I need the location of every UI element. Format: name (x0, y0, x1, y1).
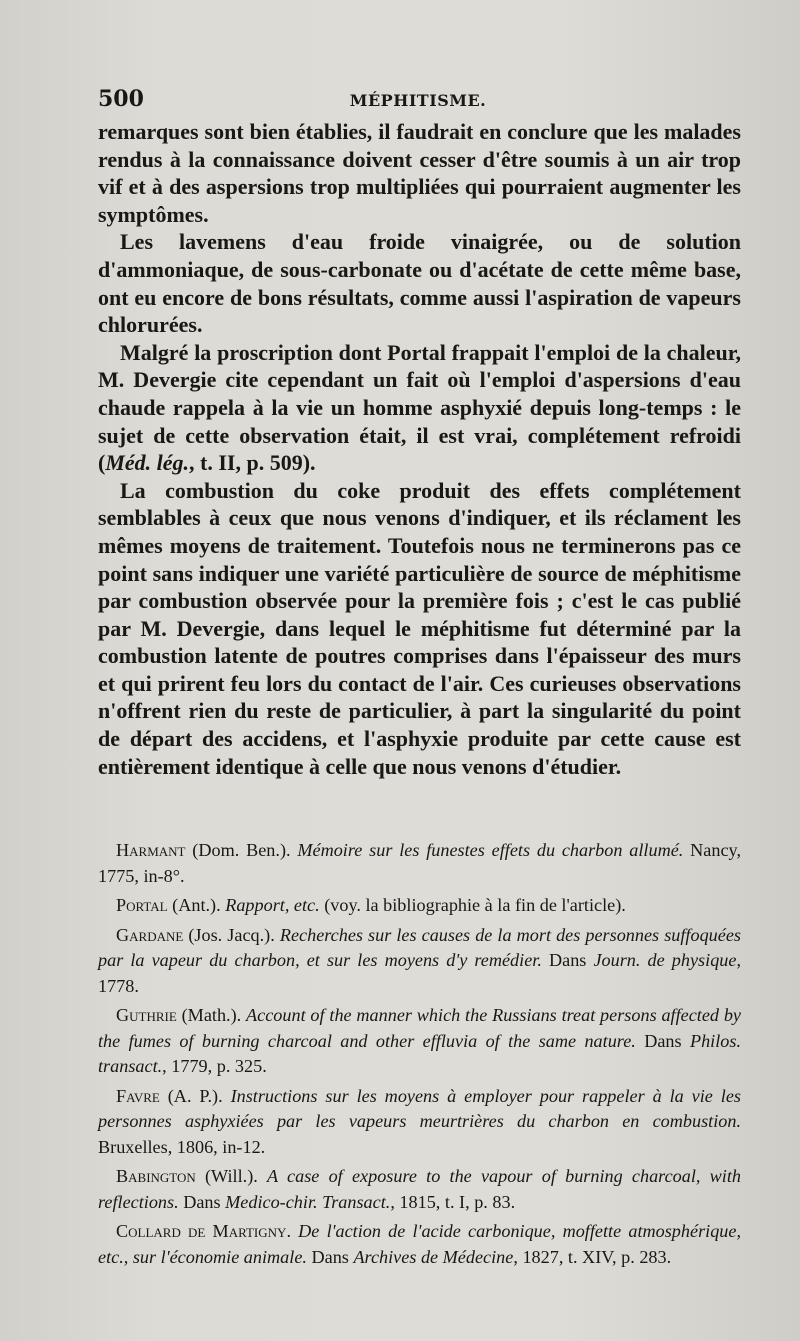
bib-author: Harmant (116, 840, 186, 860)
bib-author-info: (Will.). (195, 1166, 268, 1186)
bib-author: Gardane (116, 924, 184, 945)
bib-journal: Archives de Médecine (353, 1246, 514, 1267)
body-text (98, 118, 741, 780)
bib-title: Mémoire sur les funestes effets du charbon allumé. (297, 840, 684, 860)
bib-journal: Medico-chir. Transact. (225, 1191, 391, 1212)
bib-details: (voy. la bibliographie à la fin de l'article). (319, 895, 626, 915)
bib-details: Nancy, 1775, in-8°. (98, 840, 741, 886)
bib-journal: Philos. transact. (98, 1030, 741, 1076)
paragraph-4: La combustion du coke produit des effets complétement semblables à ceux que nous venons d'indiquer, et ils réclament les mêmes moyens de traitement. Toutefois nous ne terminerons pas ce point sans indiquer une variété particulière de source de méphitisme par combustion observée pour la première fois ; c'est le cas publié par M. Devergie, dans lequel le méphitisme fut déterminé par la combustion latente de poutres comprises dans l'épaisseur des murs et qui prirent feu lors du contact de l'air. Ces curieuses observations n'offrent rien du reste de particulier, à part la singularité du point de départ des accidens, et l'asphyxie produite par cette cause est entièrement identique à celle que nous venons d'étudier. (98, 477, 741, 779)
page-number: 500 (98, 86, 144, 112)
bib-author: Babington (116, 1166, 196, 1186)
page-header (98, 86, 738, 116)
bib-journal: Journ. de physique (593, 950, 737, 970)
paragraph-3 (98, 339, 741, 477)
running-title: MÉPHITISME. (349, 91, 487, 110)
bib-author-info: (Math.). (176, 1005, 247, 1025)
paragraph-2: Les lavemens d'eau froide vinaigrée, ou de solution d'ammoniaque, de sous-carbonate ou d'acétate de cette même base, ont eu encore de bons résultats, comme aussi l'aspiration de vapeurs chlorurées. (98, 229, 741, 338)
bib-entry-guthrie (98, 1003, 741, 1080)
bib-author: Portal (116, 895, 168, 915)
paragraph-3-ref-title: Méd. lég. (105, 450, 190, 476)
bibliography (98, 838, 741, 1274)
bib-author-info: (Ant.). (167, 895, 226, 915)
bib-entry-babington (98, 1164, 741, 1215)
bib-details: Dans (541, 950, 594, 970)
bib-title: Rapport, etc. (225, 895, 320, 915)
bib-details: Dans (635, 1030, 690, 1051)
bib-title: Account of the manner which the Russians treat persons affected by the fumes of burning charcoal and other effluvia of the same nature. (98, 1005, 741, 1051)
bib-title: A case of exposure to the vapour of burning charcoal, with reflections. (98, 1166, 742, 1212)
bib-author-info: (A. P.). (159, 1085, 231, 1106)
bib-title: Instructions sur les moyens à employer pour rappeler à la vie les personnes asphyxiées par les vapeurs meurtrières du charbon en combustion. (98, 1085, 741, 1131)
paragraph-1: remarques sont bien établies, il faudrait en conclure que les malades rendus à la connaissance doivent cesser d'être soumis à un air trop vif et à des aspersions trop multipliées qui pourraient augmenter les symptômes. (98, 119, 741, 227)
bib-entry-portal (98, 893, 741, 919)
bib-details: Dans (306, 1246, 354, 1267)
bib-author-info: (Jos. Jacq.). (183, 924, 280, 945)
bib-details: Dans (178, 1191, 226, 1212)
bib-entry-favre (98, 1084, 741, 1161)
bib-author-info: . (286, 1221, 299, 1241)
bib-details-2: , 1827, t. XIV, p. 283. (513, 1246, 672, 1267)
bib-title: Recherches sur les causes de la mort des personnes suffoquées par la vapeur du charbon, et sur les moyens d'y remédier. (98, 924, 741, 970)
bib-author: Collard de Martigny (116, 1221, 287, 1241)
bib-details-2: , 1779, p. 325. (162, 1056, 267, 1076)
bib-entry-collard (98, 1219, 741, 1270)
bib-author: Guthrie (116, 1005, 177, 1025)
bib-title: De l'action de l'acide carbonique, moffette atmosphérique, etc., sur l'économie animale. (98, 1221, 742, 1267)
bib-author: Favre (116, 1085, 160, 1106)
bib-details: Bruxelles, 1806, in-12. (98, 1136, 266, 1157)
paragraph-3-text: Malgré la proscription dont Portal frappait l'emploi de la chaleur, M. Devergie cite cependant un fait où l'emploi d'aspersions d'eau chaude rappela à la vie un homme asphyxié depuis long-temps : le sujet de cette observation était, il est vrai, complétement refroidi ( (98, 339, 741, 476)
bib-details-2: , 1815, t. I, p. 83. (390, 1191, 516, 1212)
paragraph-3-ref-rest: , t. II, p. 509). (189, 450, 316, 476)
bib-entry-harmant (98, 838, 741, 889)
bib-author-info: (Dom. Ben.). (185, 840, 298, 860)
bib-entry-gardane (98, 923, 741, 1000)
bib-details-2: , 1778. (98, 950, 741, 996)
